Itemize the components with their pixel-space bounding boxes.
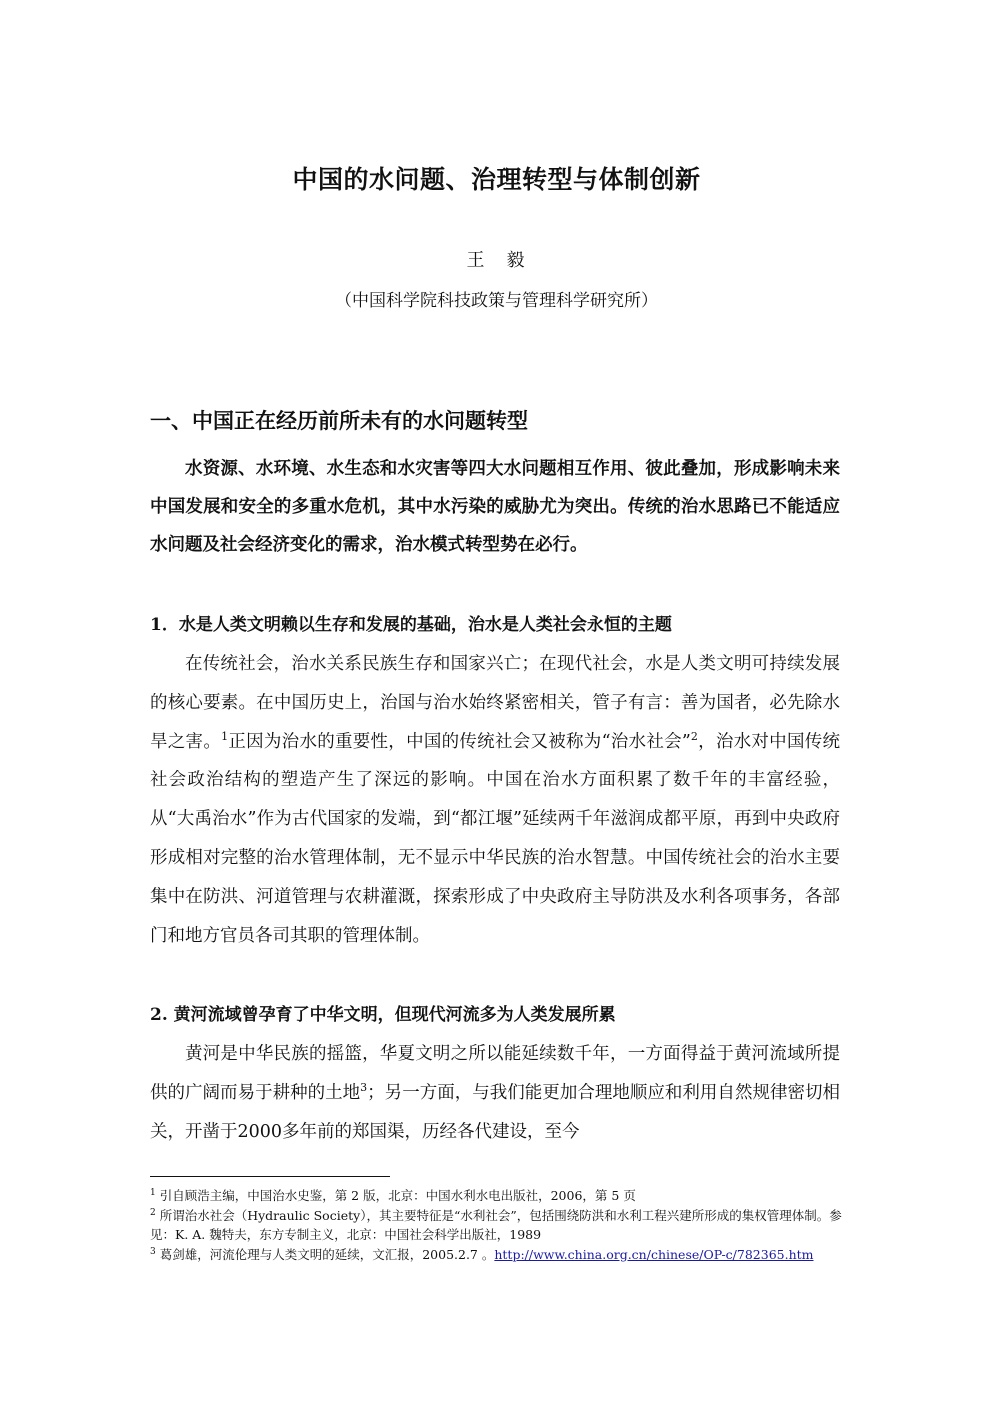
section-heading-1: 一、中国正在经历前所未有的水问题转型 (150, 409, 528, 433)
subsection-heading-2: 2. 黄河流域曾孕育了中华文明，但现代河流多为人类发展所累 (150, 1005, 616, 1025)
paragraph-2 (150, 1035, 840, 1151)
footnote-2 (150, 1206, 845, 1245)
subsection-heading-1: 1．水是人类文明赖以生存和发展的基础，治水是人类社会永恒的主题 (150, 615, 672, 635)
paragraph-1-text-a: 在传统社会，治水关系民族生存和国家兴亡；在现代社会，水是人类文明可持续发展的核心要素。在中国历史上，治国与治水始终紧密相关，管子有言：善为国者，必先除水旱之害。 (150, 654, 840, 752)
footnote-number: 1 (150, 1187, 156, 1198)
author-affiliation: （中国科学院科技政策与管理科学研究所） (335, 291, 658, 311)
footnotes (150, 1186, 845, 1264)
footnote-number: 3 (150, 1246, 156, 1257)
paragraph-2-text-b: ；另一方面，与我们能更加合理地顺应和利用自然规律密切相关，开凿于2000多年前的郑国渠，历经各代建设，至今 (150, 1082, 841, 1142)
footnote-3 (150, 1245, 845, 1265)
footnote-separator (150, 1176, 390, 1177)
footnote-1 (150, 1186, 845, 1206)
footnote-text: 所谓治水社会（Hydraulic Society），其主要特征是“水利社会”，包括围绕防洪和水利工程兴建所形成的集权管理体制。参见：K. A. 魏特夫，东方专制主义，北京：中国社会科学出版社，1989 (150, 1207, 842, 1242)
footnote-text: 引自顾浩主编，中国治水史鉴，第 2 版，北京：中国水利水电出版社，2006，第 5 页 (155, 1188, 636, 1203)
section-summary: 水资源、水环境、水生态和水灾害等四大水问题相互作用、彼此叠加，形成影响未来中国发展和安全的多重水危机，其中水污染的威胁尤为突出。传统的治水思路已不能适应水问题及社会经济变化的需求，治水模式转型势在必行。 (150, 459, 840, 555)
paragraph-1-text-c: ，治水对中国传统社会政治结构的塑造产生了深远的影响。中国在治水方面积累了数千年的丰富经验，从“大禹治水”作为古代国家的发端，到“都江堰”延续两千年滋润成都平原，再到中央政府形成相对完整的治水管理体制，无不显示中华民族的治水智慧。中国传统社会的治水主要集中在防洪、河道管理与农耕灌溉，探索形成了中央政府主导防洪及水利各项事务，各部门和地方官员各司其职的管理体制。 (150, 731, 841, 946)
author-name: 王 毅 (466, 250, 527, 271)
footnote-ref-1[interactable]: 1 (221, 729, 229, 743)
footnote-number: 2 (150, 1207, 156, 1218)
paragraph-1-text-b: 正因为治水的重要性，中国的传统社会又被称为“治水社会” (228, 731, 691, 752)
footnote-link[interactable]: http://www.china.org.cn/chinese/OP-c/782365.htm (494, 1246, 814, 1262)
footnote-ref-3[interactable]: 3 (360, 1080, 368, 1094)
paragraph-2-text-a: 黄河是中华民族的摇篮，华夏文明之所以能延续数千年，一方面得益于黄河流域所提供的广阔而易于耕种的土地 (150, 1044, 840, 1103)
paragraph-1 (150, 645, 840, 955)
document-title: 中国的水问题、治理转型与体制创新 (292, 165, 701, 194)
footnote-ref-2[interactable]: 2 (690, 729, 698, 743)
footnote-text: 葛剑雄，河流伦理与人类文明的延续，文汇报，2005.2.7 。 (155, 1246, 495, 1262)
